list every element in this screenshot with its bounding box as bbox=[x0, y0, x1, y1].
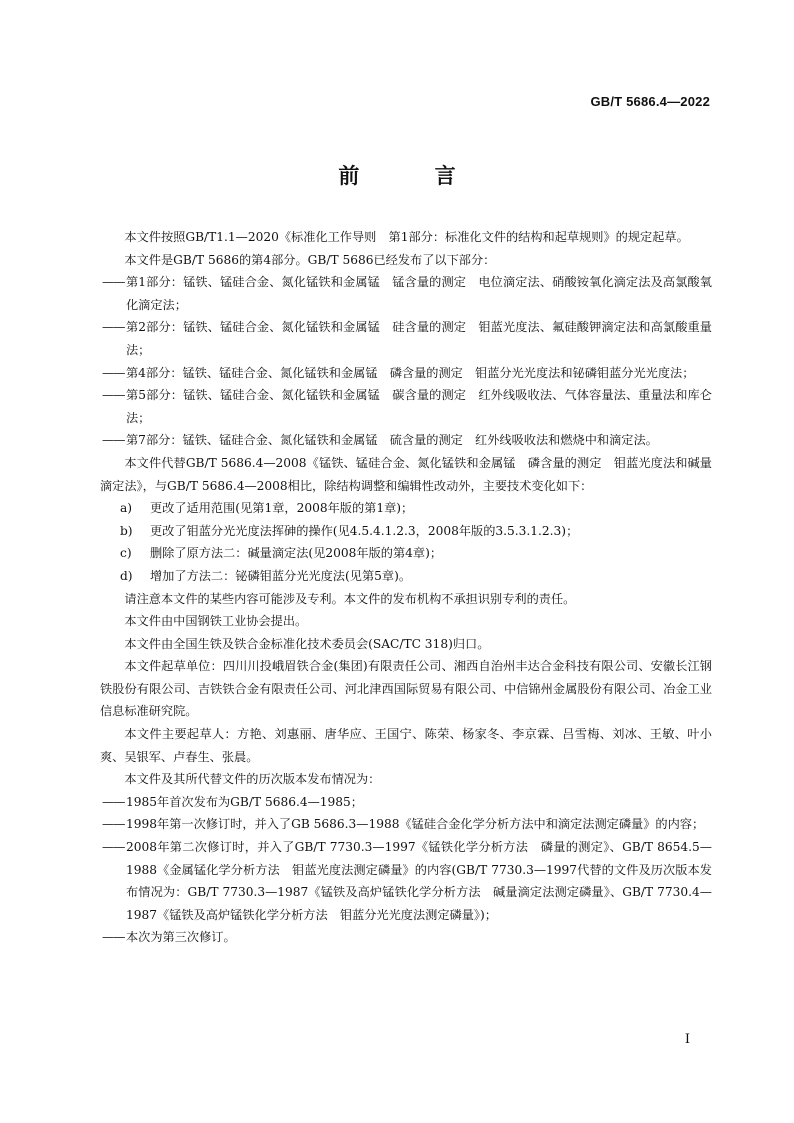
change-item bbox=[100, 497, 712, 520]
paragraph-history-intro: 本文件及其所代替文件的历次版本发布情况为： bbox=[124, 772, 381, 787]
standard-code: GB/T 5686.4—2022 bbox=[590, 94, 710, 109]
list-item bbox=[100, 316, 712, 361]
dash-marker: —— bbox=[102, 320, 125, 335]
history-item-text: 1985年首次发布为GB/T 5686.4—1985； bbox=[126, 794, 363, 809]
dash-marker: —— bbox=[102, 433, 125, 448]
history-item bbox=[100, 813, 712, 836]
dash-marker: —— bbox=[102, 840, 125, 855]
change-item bbox=[100, 520, 712, 543]
list-item bbox=[100, 271, 712, 316]
change-item bbox=[100, 542, 712, 565]
paragraph-drafting-rules: 本文件按照GB/T1.1—2020《标准化工作导则 第1部分：标准化文件的结构和起草规则》的规定起草。 bbox=[124, 230, 689, 244]
change-label: d) bbox=[120, 568, 133, 583]
dash-marker: —— bbox=[102, 275, 125, 290]
dash-marker: —— bbox=[102, 817, 125, 832]
list-item bbox=[100, 362, 712, 385]
history-item-text: 本次为第三次修订。 bbox=[126, 930, 236, 945]
paragraph-parts-intro: 本文件是GB/T 5686的第4部分。GB/T 5686已经发布了以下部分： bbox=[124, 252, 496, 267]
change-text: 更改了适用范围(见第1章，2008年版的第1章)； bbox=[150, 501, 414, 516]
paragraph-replaces: 本文件代替GB/T 5686.4—2008《锰铁、锰硅合金、氮化锰铁和金属锰 磷含量的测定 钼蓝光度法和碱量滴定法》，与GB/T 5686.4—2008相比，除结构调整和编辑性改动外，主要技术变化如下： bbox=[100, 455, 712, 493]
list-item bbox=[100, 384, 712, 429]
list-item-text: 第1部分：锰铁、锰硅合金、氮化锰铁和金属锰 锰含量的测定 电位滴定法、硝酸铵氧化滴定法及高氯酸氧化滴定法； bbox=[126, 275, 712, 312]
page-number: I bbox=[684, 1032, 690, 1047]
dash-marker: —— bbox=[102, 388, 125, 403]
page-title: 前 言 bbox=[338, 164, 490, 188]
list-item-text: 第4部分：锰铁、锰硅合金、氮化锰铁和金属锰 磷含量的测定 钼蓝分光光度法和铋磷钼蓝分光光度法； bbox=[126, 365, 695, 380]
history-item-text: 2008年第二次修订时，并入了GB/T 7730.3—1997《锰铁化学分析方法 磷量的测定》、GB/T 8654.5—1988《金属锰化学分析方法 钼蓝光度法测定磷量》的内容(GB/T 7730.3—1997代替的文件及历次版本发布情况为：GB/T 7730.3—1987《锰铁及高炉锰铁化学分析方法 碱量滴定法测定磷量》、GB/T 7730.4—1987《锰铁及高炉锰铁化学分析方法 钼蓝分光光度法测定磷量》)； bbox=[126, 840, 712, 922]
change-label: c) bbox=[120, 546, 132, 561]
list-item bbox=[100, 429, 712, 452]
change-text: 更改了钼蓝分光光度法挥砷的操作(见4.5.4.1.2.3，2008年版的3.5.3.1.2.3)； bbox=[150, 523, 579, 538]
paragraph-proposer: 本文件由中国钢铁工业协会提出。 bbox=[124, 614, 308, 629]
history-item bbox=[100, 926, 712, 949]
change-text: 删除了原方法二：碱量滴定法(见2008年版的第4章)； bbox=[150, 546, 443, 561]
history-item bbox=[100, 791, 712, 814]
dash-marker: —— bbox=[102, 794, 125, 809]
dash-marker: —— bbox=[102, 930, 125, 945]
list-item-text: 第2部分：锰铁、锰硅合金、氮化锰铁和金属锰 硅含量的测定 钼蓝光度法、氟硅酸钾滴定法和高氯酸重量法； bbox=[126, 320, 712, 357]
change-item bbox=[100, 565, 712, 588]
change-label: b) bbox=[120, 523, 133, 538]
list-item-text: 第7部分：锰铁、锰硅合金、氮化锰铁和金属锰 硫含量的测定 红外线吸收法和燃烧中和滴定法。 bbox=[126, 433, 658, 448]
paragraph-drafters: 本文件主要起草人：方艳、刘惠丽、唐华应、王国宁、陈荣、杨家冬、李京霖、吕雪梅、刘冰、王敏、叶小爽、吴银军、卢春生、张晨。 bbox=[100, 727, 712, 764]
paragraph-patent-notice: 请注意本文件的某些内容可能涉及专利。本文件的发布机构不承担识别专利的责任。 bbox=[124, 591, 576, 606]
paragraph-drafting-units: 本文件起草单位：四川川投峨眉铁合金(集团)有限责任公司、湘西自治州丰达合金科技有限公司、安徽长江钢铁股份有限公司、吉铁铁合金有限责任公司、河北津西国际贸易有限公司、中信锦州金属股份有限公司、冶金工业信息标准研究院。 bbox=[100, 659, 712, 719]
change-label: a) bbox=[120, 501, 133, 516]
foreword-body bbox=[100, 226, 712, 949]
dash-marker: —— bbox=[102, 365, 125, 380]
history-item bbox=[100, 836, 712, 926]
paragraph-committee: 本文件由全国生铁及铁合金标准化技术委员会(SAC/TC 318)归口。 bbox=[124, 636, 490, 651]
list-item-text: 第5部分：锰铁、锰硅合金、氮化锰铁和金属锰 碳含量的测定 红外线吸收法、气体容量法、重量法和库仑法； bbox=[126, 388, 712, 425]
change-text: 增加了方法二：铋磷钼蓝分光光度法(见第5章)。 bbox=[150, 568, 412, 583]
history-item-text: 1998年第一次修订时，并入了GB 5686.3—1988《锰硅合金化学分析方法中和滴定法测定磷量》的内容； bbox=[126, 817, 705, 832]
